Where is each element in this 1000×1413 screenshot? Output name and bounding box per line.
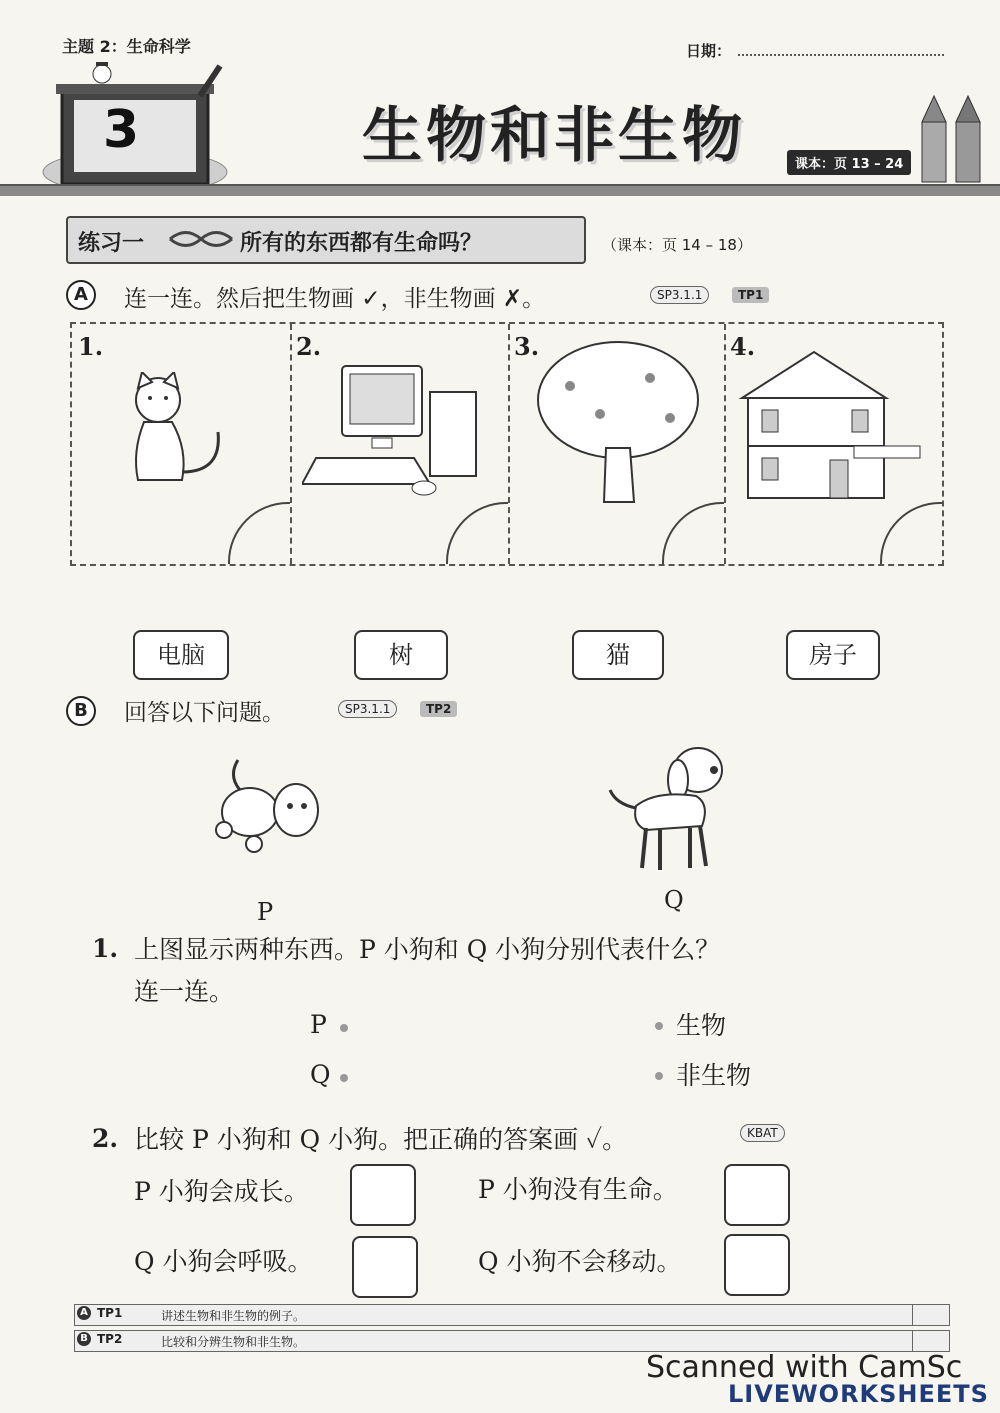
- section-b-instruction: 回答以下问题。: [124, 700, 285, 726]
- date-label: 日期：: [686, 42, 732, 60]
- picture-number: 2.: [296, 332, 322, 361]
- exercise-banner: [66, 216, 586, 264]
- page-title: 生物和非生物: [362, 101, 746, 171]
- header-divider: [0, 184, 1000, 196]
- word-tree[interactable]: 树: [354, 630, 448, 680]
- match-dot[interactable]: [340, 1074, 348, 1082]
- picture-number: 3.: [514, 332, 540, 361]
- question-1-text-2: 连一连。: [134, 977, 235, 1006]
- ribbon-icon: [168, 226, 234, 252]
- real-dog-icon: [606, 744, 746, 880]
- house-icon: [734, 348, 924, 508]
- answer-checkbox[interactable]: [350, 1164, 416, 1226]
- match-left-p: P: [310, 1010, 327, 1039]
- match-dot[interactable]: [655, 1072, 663, 1080]
- footer-row: [74, 1304, 950, 1326]
- footer-text: 比较和分辨生物和非生物。: [161, 1335, 306, 1349]
- match-left-q: Q: [310, 1060, 331, 1089]
- footer-tp: TP2: [97, 1332, 123, 1346]
- option-text: P 小狗会成长。: [134, 1177, 309, 1206]
- match-right-nonliving: 非生物: [676, 1061, 752, 1090]
- liveworksheets-logo: LIVEWORKSHEETS: [728, 1380, 989, 1408]
- picture-cell[interactable]: [724, 324, 942, 564]
- footer-badge: B: [77, 1332, 91, 1346]
- question-1-number: 1.: [92, 934, 119, 963]
- question-1-text: 上图显示两种东西。P 小狗和 Q 小狗分别代表什么？: [134, 935, 721, 964]
- section-a-tp: TP1: [732, 287, 769, 303]
- answer-arc[interactable]: [228, 502, 290, 564]
- option-text: P 小狗没有生命。: [478, 1175, 678, 1204]
- match-dot[interactable]: [340, 1024, 348, 1032]
- footer-badge: A: [77, 1306, 91, 1320]
- section-a-tag: SP3.1.1: [650, 286, 709, 304]
- exercise-page-ref: （课本：页 14 – 18）: [602, 236, 752, 254]
- topic-label: 主题 2：生命科学: [62, 37, 191, 56]
- word-cat[interactable]: 猫: [572, 630, 664, 680]
- picture-number: 1.: [78, 332, 104, 361]
- section-a-badge: A: [66, 280, 96, 310]
- tree-icon: [530, 338, 700, 508]
- scan-watermark: Scanned with CamSc: [646, 1350, 963, 1385]
- picture-number: 4.: [730, 332, 756, 361]
- kbat-tag: KBAT: [740, 1124, 785, 1142]
- answer-arc[interactable]: [662, 502, 724, 564]
- toy-dog-icon: [210, 756, 330, 856]
- footer-text: 讲述生物和非生物的例子。: [161, 1309, 306, 1323]
- answer-checkbox[interactable]: [724, 1164, 790, 1226]
- option-text: Q 小狗会呼吸。: [134, 1247, 313, 1276]
- question-2-text: 比较 P 小狗和 Q 小狗。把正确的答案画 ✓。: [134, 1125, 628, 1154]
- exercise-title: 所有的东西都有生命吗？: [240, 231, 483, 256]
- computer-icon: [302, 362, 492, 502]
- footer-row: [74, 1330, 950, 1352]
- answer-checkbox[interactable]: [724, 1234, 790, 1296]
- answer-arc[interactable]: [880, 502, 942, 564]
- answer-checkbox[interactable]: [352, 1236, 418, 1298]
- picture-cell[interactable]: [290, 324, 510, 564]
- exercise-label: 练习一: [78, 231, 145, 256]
- match-right-living: 生物: [676, 1011, 727, 1040]
- section-b-tag: SP3.1.1: [338, 700, 397, 718]
- textbook-reference: 课本：页 13 – 24: [787, 150, 911, 175]
- section-b-tp: TP2: [420, 701, 457, 717]
- date-line[interactable]: [738, 54, 944, 56]
- word-house[interactable]: 房子: [786, 630, 880, 680]
- picture-grid: [70, 322, 944, 566]
- section-a-instruction: 连一连。然后把生物画 ✓，非生物画 ✗。: [124, 286, 546, 312]
- question-2-number: 2.: [92, 1124, 119, 1153]
- match-dot[interactable]: [655, 1022, 663, 1030]
- answer-arc[interactable]: [446, 502, 508, 564]
- crayons-icon: [912, 92, 992, 184]
- footer-tp: TP1: [97, 1306, 123, 1320]
- section-b-badge: B: [66, 696, 96, 726]
- cat-icon: [122, 372, 242, 487]
- picture-cell[interactable]: [508, 324, 726, 564]
- word-computer[interactable]: 电脑: [133, 630, 229, 680]
- label-p: P: [257, 898, 274, 926]
- picture-cell[interactable]: [72, 324, 292, 564]
- label-q: Q: [664, 886, 684, 914]
- option-text: Q 小狗不会移动。: [478, 1247, 682, 1276]
- chapter-number: 3: [103, 100, 140, 160]
